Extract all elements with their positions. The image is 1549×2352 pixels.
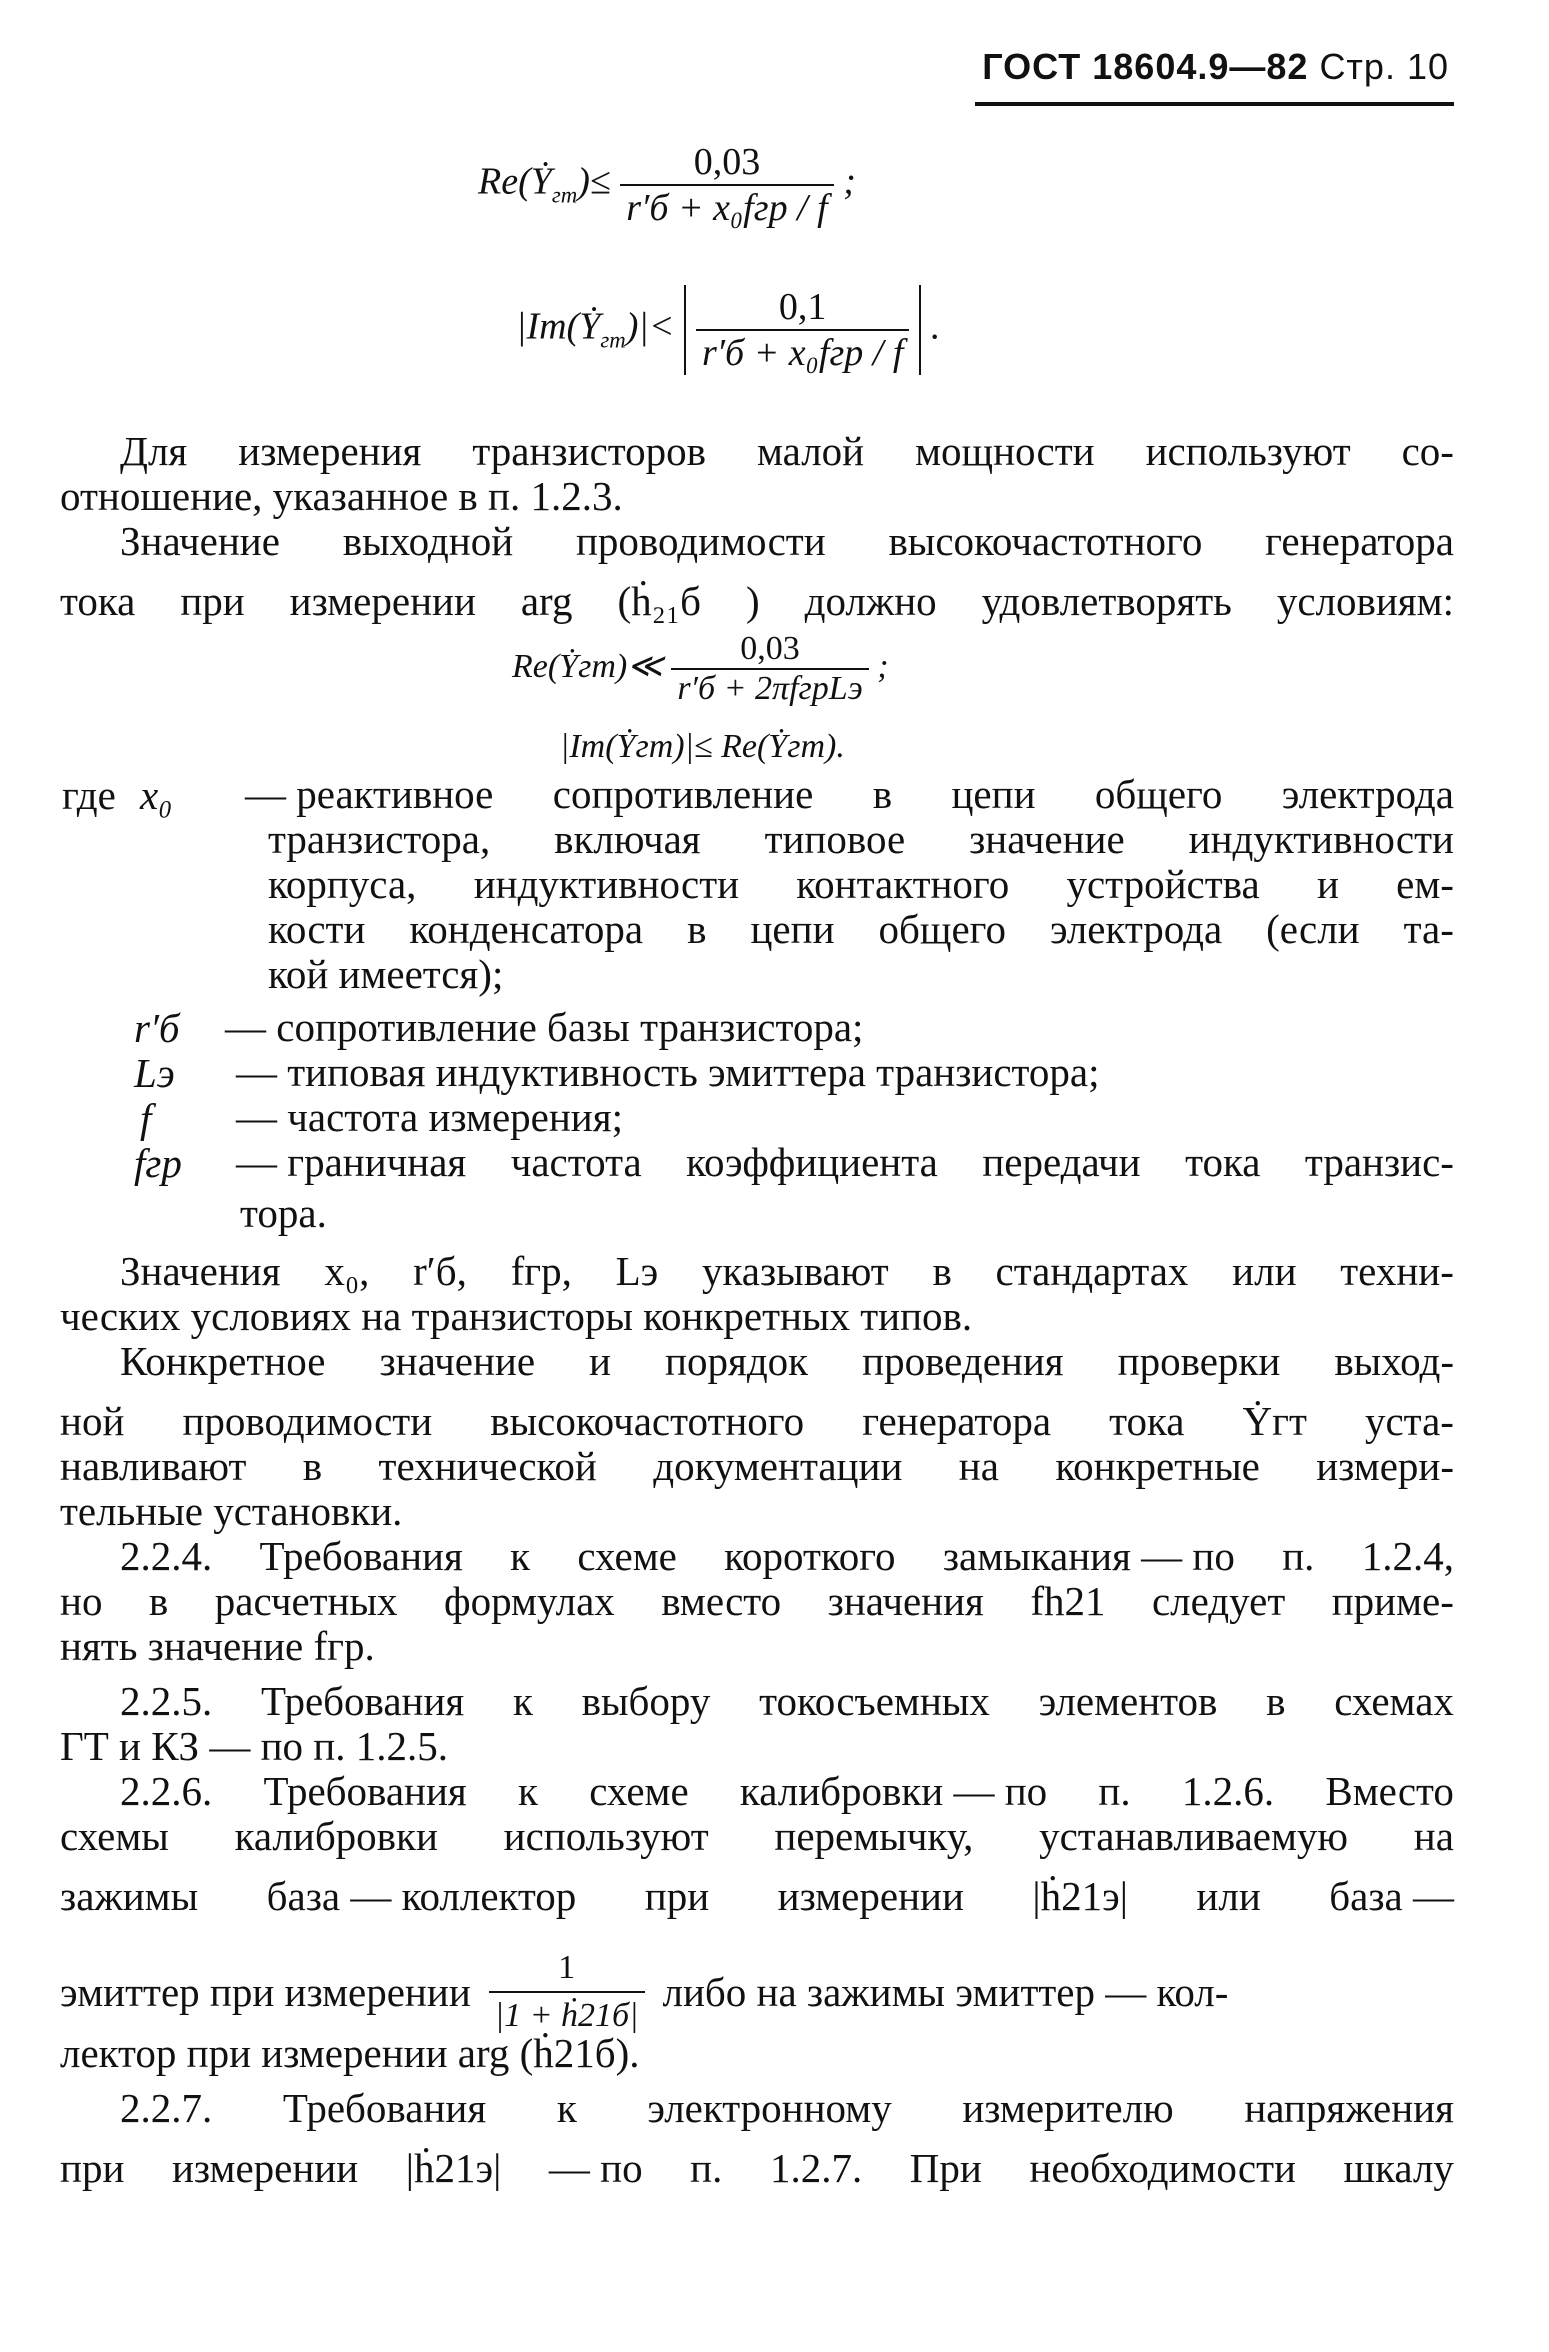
- word: или: [1232, 1248, 1297, 1294]
- fraction-numerator: 0,03: [620, 140, 833, 186]
- word: к: [518, 1768, 538, 1814]
- word: типовое: [764, 816, 906, 862]
- word: шкалу: [1343, 2145, 1454, 2191]
- word: при: [60, 2145, 125, 2191]
- word: измерении: [171, 2145, 359, 2191]
- fraction-denominator: r′б + x₀fгр / f: [626, 187, 828, 229]
- word: элементов: [1038, 1678, 1218, 1724]
- fraction-denominator: r′б + 2πfгрLэ: [677, 670, 863, 707]
- word: — реактивное: [245, 771, 494, 817]
- word: в: [148, 1578, 169, 1624]
- formula-fraction: [489, 1945, 645, 2039]
- word: (если: [1266, 906, 1360, 952]
- word: проводимости: [575, 518, 826, 564]
- formula-sub: гт: [551, 182, 578, 208]
- word: конденсатора: [409, 906, 644, 952]
- where-label: где: [62, 772, 116, 818]
- word: на: [1413, 1813, 1454, 1859]
- word: индуктивности: [473, 861, 740, 907]
- word: порядок: [665, 1338, 809, 1384]
- word: выбору: [581, 1678, 711, 1724]
- word: частота: [510, 1139, 642, 1185]
- word: при: [644, 1873, 710, 1919]
- word: токосъемных: [759, 1678, 990, 1724]
- word: расчетных: [214, 1578, 398, 1624]
- word: arg: [520, 578, 573, 624]
- text-line: [236, 1139, 1454, 1185]
- symbol-fgr: fгр: [134, 1140, 182, 1186]
- text-line: тельные установки.: [60, 1488, 403, 1534]
- word: значение: [969, 816, 1125, 862]
- word: условиям:: [1276, 578, 1454, 624]
- word: короткого: [724, 1533, 896, 1579]
- text-line: [245, 771, 1454, 817]
- text-line: [120, 1533, 1454, 1579]
- word: электрода: [1049, 906, 1223, 952]
- word: схеме: [577, 1533, 677, 1579]
- word: проверки: [1117, 1338, 1281, 1384]
- formula-text: Re(Ẏгт)≪: [512, 647, 663, 685]
- formula-text: .: [930, 305, 941, 348]
- word: техни-: [1340, 1248, 1454, 1294]
- text-line: кой имеется);: [268, 951, 504, 997]
- word: Ẏгт: [1242, 1398, 1307, 1444]
- symbol-f: f: [140, 1095, 152, 1141]
- word: схеме: [589, 1768, 689, 1814]
- word: формулах: [444, 1578, 615, 1624]
- word: схемы: [60, 1813, 169, 1859]
- word: перемычку,: [774, 1813, 974, 1859]
- word: транзис-: [1304, 1139, 1454, 1185]
- word: Требования: [263, 1768, 467, 1814]
- word: или: [1196, 1873, 1261, 1919]
- word: включая: [554, 816, 701, 862]
- fraction-denominator: r′б + x₀fгр / f: [701, 332, 904, 374]
- word: Вместо: [1325, 1768, 1454, 1814]
- page-header: [982, 46, 1449, 88]
- text-line: лектор при измерении arg (ḣ21б).: [60, 2030, 640, 2076]
- word: Значение: [120, 518, 280, 564]
- word: проводимости: [182, 1398, 433, 1444]
- text-line: [268, 906, 1454, 952]
- formula-fraction: [696, 285, 909, 375]
- text-line: [60, 1873, 1454, 1919]
- word: замыкания — по: [942, 1533, 1235, 1579]
- word: необходимости: [1029, 2145, 1296, 2191]
- word: измери-: [1316, 1443, 1454, 1489]
- word: к: [513, 1678, 533, 1724]
- formula-fraction: [671, 630, 868, 708]
- word: и: [589, 1338, 611, 1384]
- word: Требования: [260, 1678, 465, 1724]
- word: 2.2.6.: [120, 1768, 213, 1814]
- text-run: либо на зажимы эмиттер — кол-: [662, 1969, 1229, 2015]
- word: коэффициента: [686, 1139, 938, 1185]
- fraction-numerator: 1: [489, 1945, 645, 1993]
- formula-im-le-re: |Im(Ẏгт)|≤ Re(Ẏгт).: [560, 728, 845, 765]
- formula-text: )≤: [577, 160, 611, 203]
- word: проведения: [862, 1338, 1064, 1384]
- word: |ḣ21э|: [1032, 1873, 1128, 1919]
- word: сопротивление: [552, 771, 814, 817]
- word: генератора: [862, 1398, 1052, 1444]
- word: корпуса,: [268, 861, 417, 907]
- word: калибровки — по: [739, 1768, 1048, 1814]
- word: зажимы: [60, 1873, 199, 1919]
- word: должно: [804, 578, 937, 624]
- word: Для: [120, 428, 188, 474]
- word: в: [1266, 1678, 1286, 1724]
- word: к: [556, 2085, 577, 2131]
- word: 2.2.4.: [120, 1533, 213, 1579]
- text-line: [60, 1443, 1454, 1489]
- text-line: [268, 816, 1454, 862]
- word: |ḣ21э|: [405, 2145, 502, 2191]
- word: (ḣ₂₁б: [617, 578, 702, 624]
- text-line: ГТ и КЗ — по п. 1.2.5.: [60, 1723, 448, 1769]
- word: приме-: [1331, 1578, 1454, 1624]
- word: измерителю: [962, 2085, 1174, 2131]
- word: Требования: [259, 1533, 463, 1579]
- word: передачи: [982, 1139, 1141, 1185]
- text-line: [120, 1248, 1454, 1294]
- word: выходной: [342, 518, 514, 564]
- word: та-: [1403, 906, 1454, 952]
- word: тока: [1109, 1398, 1185, 1444]
- word: база — коллектор: [266, 1873, 577, 1919]
- word: но: [60, 1578, 103, 1624]
- text-line: [120, 2085, 1454, 2131]
- word: напряжения: [1244, 2085, 1454, 2131]
- standard-number: ГОСТ 18604.9—82: [982, 46, 1309, 87]
- word: r′б,: [413, 1248, 467, 1294]
- word: общего: [878, 906, 1006, 952]
- word: измерения: [238, 428, 422, 474]
- word: схемах: [1334, 1678, 1454, 1724]
- word: в: [932, 1248, 952, 1294]
- formula-text: ;: [843, 160, 856, 203]
- formula-sub: гт: [600, 327, 626, 353]
- word: к: [510, 1533, 531, 1579]
- word: уста-: [1364, 1398, 1454, 1444]
- formula-text: Re(Ẏ: [478, 160, 552, 203]
- word: Lэ: [615, 1248, 659, 1294]
- word: При: [909, 2145, 982, 2191]
- text-line: [120, 518, 1454, 564]
- header-rule: [975, 102, 1454, 106]
- text-line: ческих условиях на транзисторы конкретных типов.: [60, 1293, 973, 1339]
- formula-re-ygt-2: [512, 630, 889, 708]
- word: кости: [268, 906, 366, 952]
- word: общего: [1094, 771, 1223, 817]
- formula-text: |Im(Ẏ: [516, 305, 601, 348]
- word: п.: [1282, 1533, 1315, 1579]
- word: — по: [548, 2145, 643, 2191]
- text-line: [60, 578, 1454, 624]
- word: стандартах: [995, 1248, 1189, 1294]
- word: 1.2.6.: [1181, 1768, 1275, 1814]
- word: транзисторов: [472, 428, 707, 474]
- word: мощности: [915, 428, 1095, 474]
- text-line: [60, 2145, 1454, 2191]
- formula-fraction: [620, 140, 833, 230]
- text-run: эмиттер при измерении: [60, 1969, 471, 2015]
- word: электронному: [647, 2085, 892, 2131]
- word: 2.2.7.: [120, 2085, 213, 2131]
- formula-im-ygt: [516, 285, 940, 375]
- word: 1.2.7.: [769, 2145, 863, 2191]
- word: тока: [1185, 1139, 1261, 1185]
- word: Значения: [120, 1248, 281, 1294]
- word: база —: [1329, 1873, 1454, 1919]
- word: конкретные: [1055, 1443, 1260, 1489]
- word: — граничная: [236, 1139, 467, 1185]
- text-line: [120, 428, 1454, 474]
- absolute-value: [684, 285, 921, 375]
- text-line: тора.: [240, 1190, 327, 1236]
- text-line: нять значение fгр.: [60, 1623, 375, 1669]
- word: измерении: [289, 578, 476, 624]
- word: навливают: [60, 1443, 247, 1489]
- word: ): [746, 578, 760, 624]
- word: используют: [503, 1813, 709, 1859]
- word: документации: [653, 1443, 903, 1489]
- text-line: отношение, указанное в п. 1.2.3.: [60, 473, 623, 519]
- word: Конкретное: [120, 1338, 326, 1384]
- word: ем-: [1396, 861, 1454, 907]
- word: п.: [1098, 1768, 1131, 1814]
- text-line: [120, 1768, 1454, 1814]
- word: генератора: [1265, 518, 1454, 564]
- word: вместо: [661, 1578, 782, 1624]
- word: Требования: [282, 2085, 487, 2131]
- word: устанавливаемую: [1039, 1813, 1349, 1859]
- page-number: Стр. 10: [1319, 46, 1449, 87]
- word: указывают: [701, 1248, 889, 1294]
- word: 1.2.4,: [1361, 1533, 1454, 1579]
- text-line: [120, 1678, 1454, 1724]
- word: п.: [690, 2145, 723, 2191]
- formula-text: ;: [877, 647, 889, 685]
- formula-text: )|<: [625, 305, 675, 348]
- word: ной: [60, 1398, 125, 1444]
- symbol-le: Lэ: [134, 1050, 175, 1096]
- word: значения: [827, 1578, 984, 1624]
- word: выход-: [1334, 1338, 1454, 1384]
- word: индуктивности: [1188, 816, 1454, 862]
- text-line: [60, 1578, 1454, 1624]
- word: fгр,: [510, 1248, 572, 1294]
- word: в: [872, 771, 893, 817]
- word: при: [180, 578, 245, 624]
- text-line: [60, 1398, 1454, 1444]
- word: контактного: [796, 861, 1010, 907]
- text-line: [268, 861, 1454, 907]
- fraction-numerator: 0,1: [696, 285, 909, 331]
- word: следует: [1151, 1578, 1286, 1624]
- word: тока: [60, 578, 136, 624]
- word: 2.2.5.: [120, 1678, 213, 1724]
- word: высокочастотного: [490, 1398, 805, 1444]
- text-line: [120, 1338, 1454, 1384]
- word: транзистора,: [268, 816, 491, 862]
- word: цепи: [750, 906, 835, 952]
- word: устройства: [1066, 861, 1260, 907]
- text-line: [60, 1813, 1454, 1859]
- word: fh21: [1030, 1578, 1106, 1624]
- word: значение: [379, 1338, 536, 1384]
- word: малой: [756, 428, 865, 474]
- fraction-numerator: 0,03: [671, 630, 868, 670]
- text-line: — сопротивление базы транзистора;: [225, 1004, 864, 1050]
- word: технической: [378, 1443, 597, 1489]
- word: со-: [1401, 428, 1454, 474]
- text-line: — частота измерения;: [236, 1094, 623, 1140]
- word: на: [958, 1443, 999, 1489]
- word: удовлетворять: [981, 578, 1232, 624]
- formula-re-ygt: [478, 140, 856, 230]
- word: калибровки: [234, 1813, 438, 1859]
- word: электрода: [1281, 771, 1454, 817]
- word: в: [302, 1443, 323, 1489]
- fraction-denominator: |1 + ḣ21б|: [494, 1997, 639, 2034]
- word: используют: [1145, 428, 1351, 474]
- word: и: [1316, 861, 1339, 907]
- symbol-x0: x₀: [140, 772, 173, 818]
- text-line: — типовая индуктивность эмиттера транзистора;: [236, 1049, 1100, 1095]
- symbol-rb: r′б: [134, 1005, 180, 1051]
- text-line: [60, 1945, 1454, 2039]
- word: цепи: [951, 771, 1036, 817]
- word: x₀,: [324, 1248, 370, 1294]
- word: высокочастотного: [888, 518, 1203, 564]
- word: измерении: [777, 1873, 964, 1919]
- word: в: [687, 906, 707, 952]
